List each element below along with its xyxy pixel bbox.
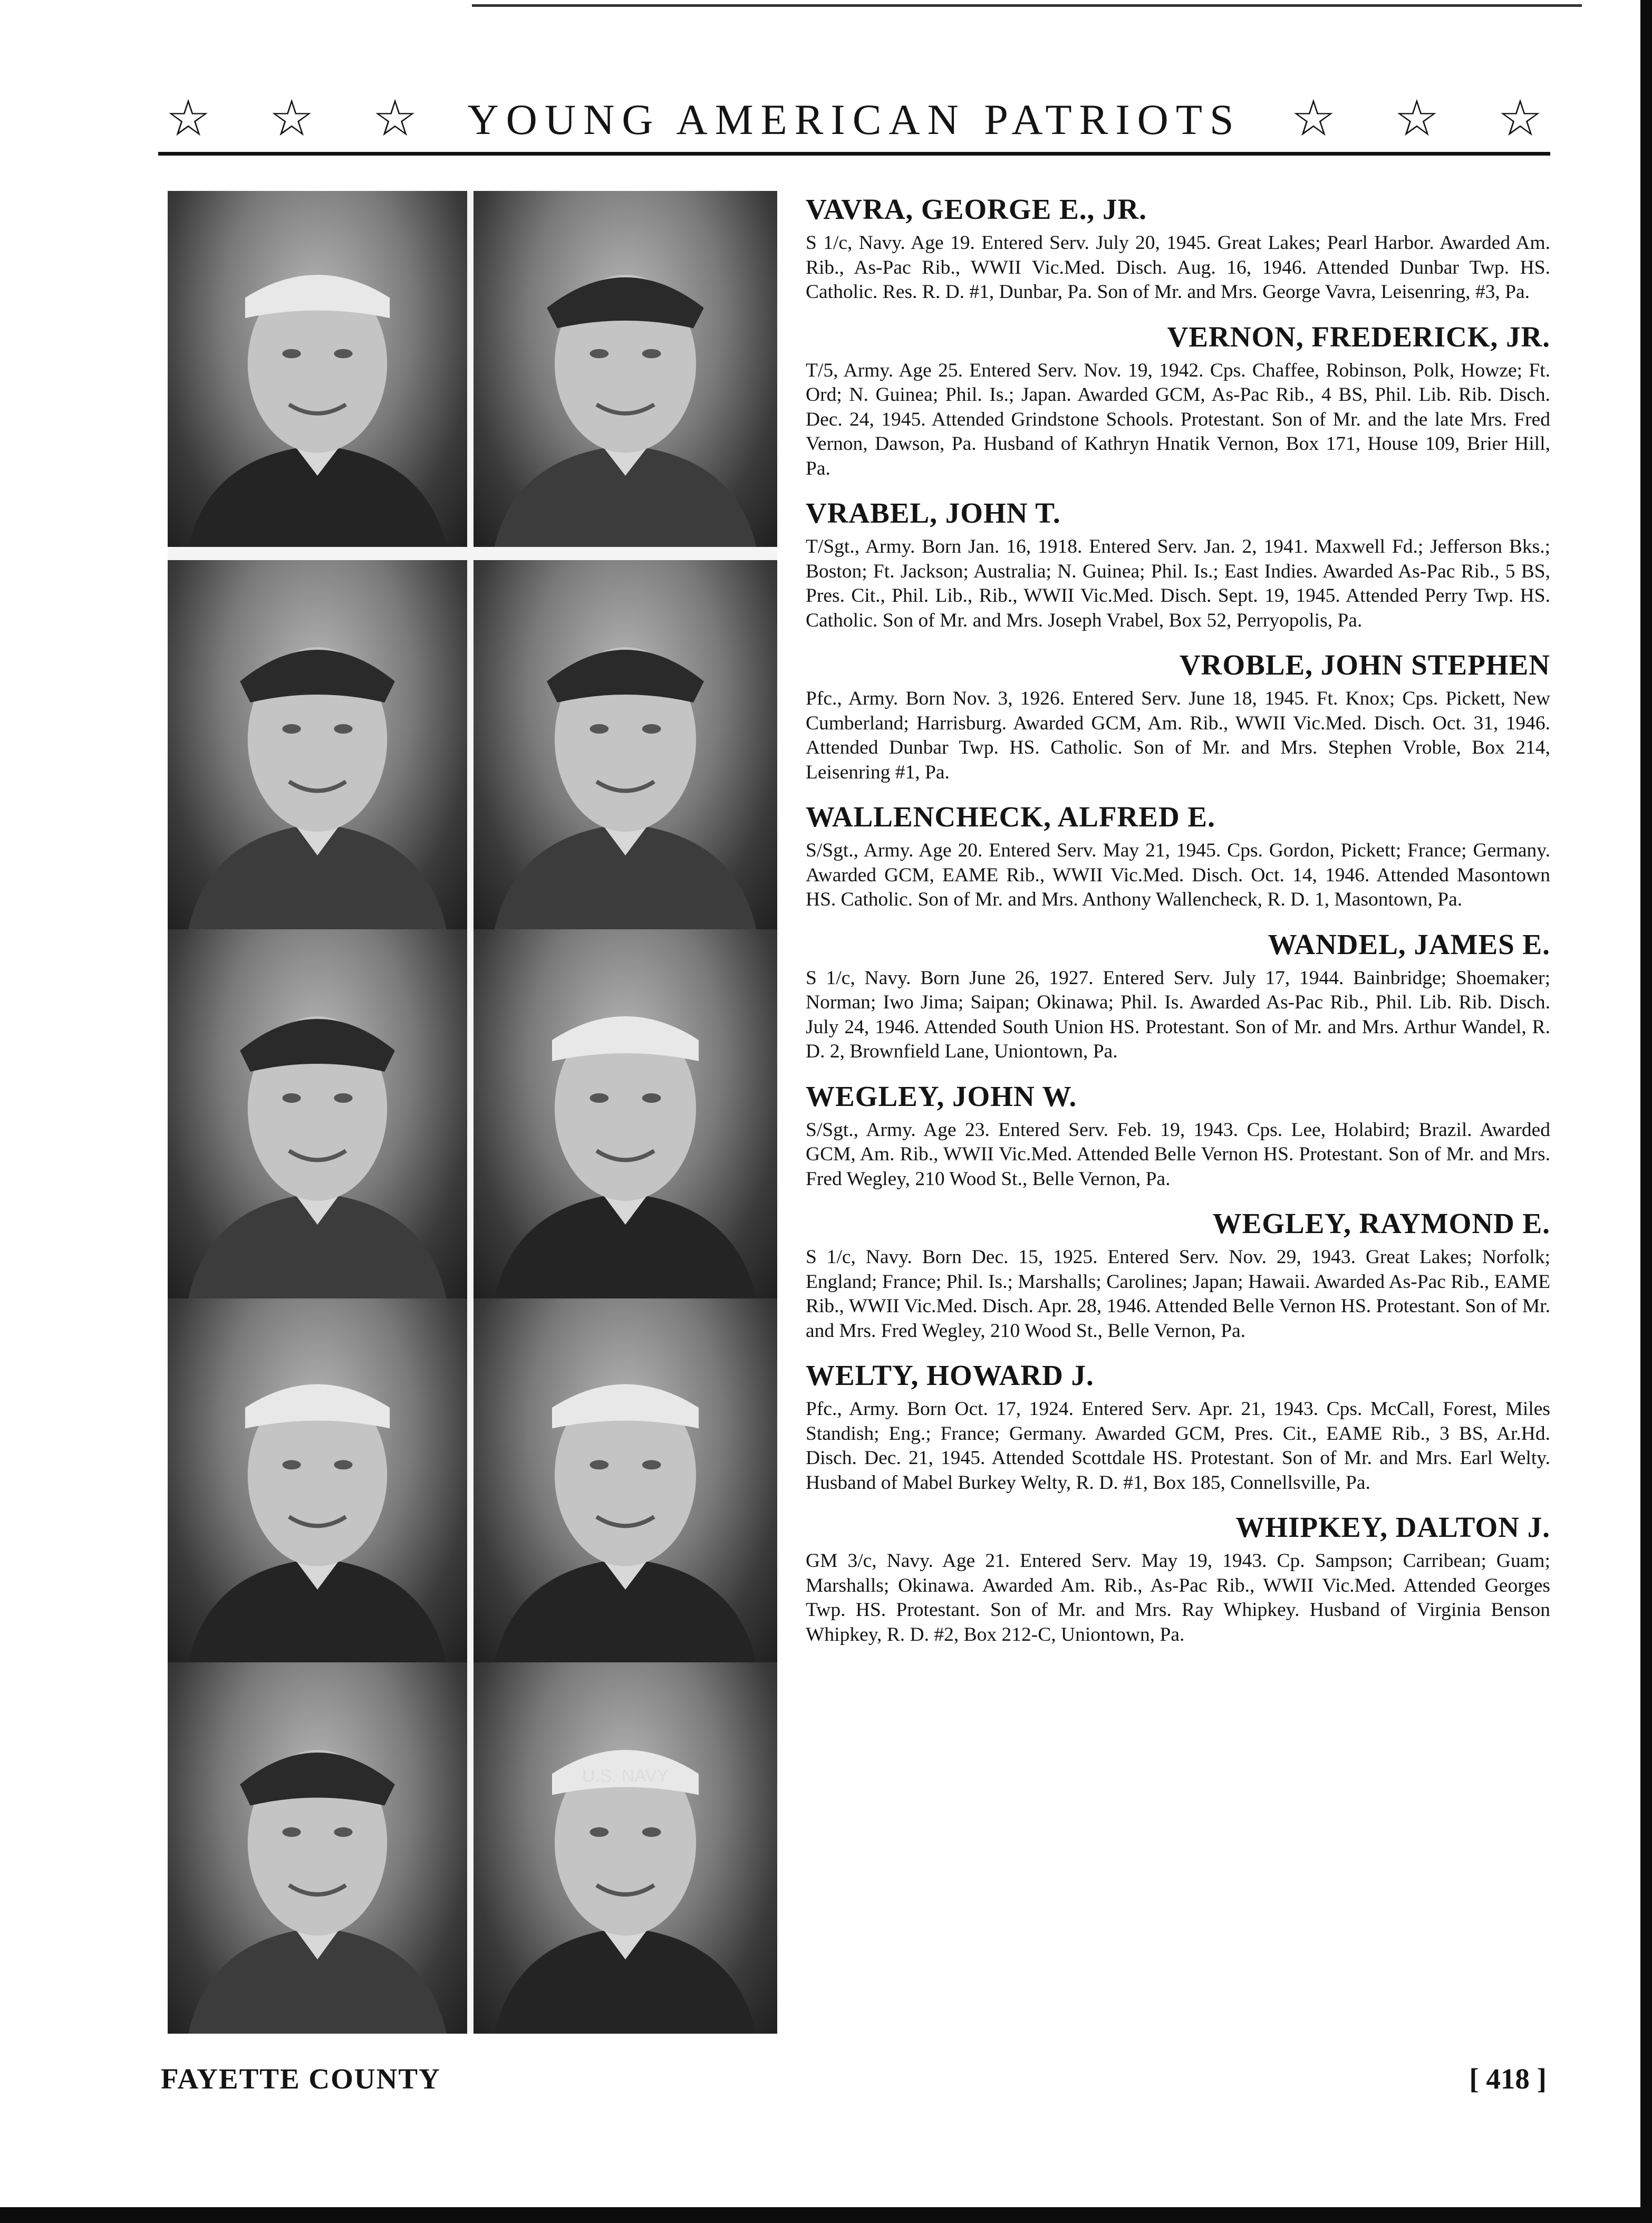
- entry: [806, 926, 1550, 1064]
- entry-name: WEGLEY, JOHN W.: [806, 1080, 1077, 1112]
- entry-name: VRABEL, JOHN T.: [806, 497, 1061, 529]
- soldier-portrait-icon: [474, 191, 777, 547]
- soldier-portrait-icon: [168, 929, 467, 1298]
- top-edge-rule: [472, 0, 1582, 7]
- portrait-photo: [168, 929, 467, 1298]
- sailor-portrait-icon: [168, 191, 467, 547]
- soldier-portrait-icon: [168, 560, 467, 929]
- entry-name: VROBLE, JOHN STEPHEN: [1179, 649, 1550, 681]
- entry: [806, 1357, 1550, 1495]
- entry: [806, 1205, 1550, 1343]
- sailor-portrait-icon: [474, 1662, 777, 2034]
- entry: [806, 319, 1550, 482]
- portrait-photo: [168, 560, 467, 929]
- portrait-photo: [474, 1662, 777, 2034]
- entry-bio: S/Sgt., Army. Age 23. Entered Serv. Feb. 19, 1943. Cps. Lee, Holabird; Brazil. Awarded GCM, Am. Rib., WWII Vic.Med. Attended Belle Vernon HS. Protestant. Son of Mr. and Mrs. Fred Wegley, 210 Wood St., Belle Vernon, Pa.: [806, 1119, 1550, 1190]
- footer-county: FAYETTE COUNTY: [161, 2063, 441, 2095]
- portrait-photo: [474, 560, 777, 929]
- entry: [806, 647, 1550, 785]
- entry-bio: S 1/c, Navy. Age 19. Entered Serv. July 20, 1945. Great Lakes; Pearl Harbor. Awarded Am. Rib., As-Pac Rib., WWII Vic.Med. Disch. Aug. 16, 1946. Attended Dunbar Twp. HS. Catholic. Res. R. D. #1, Dunbar, Pa. Son of Mr. and Mrs. George Vavra, Leisenring, #3, Pa.: [806, 232, 1550, 303]
- entry-name: WHIPKEY, DALTON J.: [1235, 1511, 1550, 1543]
- entry-bio: S 1/c, Navy. Born June 26, 1927. Entered Serv. July 17, 1944. Bainbridge; Shoemaker; Norman; Iwo Jima; Saipan; Okinawa; Phil. Is. Awarded As-Pac Rib., Phil. Lib. Rib. Disch. July 24, 1946. Attended South Union HS. Protestant. Son of Mr. and Mrs. Arthur Wandel, R. D. 2, Brownfield Lane, Uniontown, Pa.: [806, 967, 1550, 1062]
- portrait-photo: [168, 1662, 467, 2034]
- entries-column: [806, 191, 1550, 1661]
- entry: [806, 1078, 1550, 1192]
- entry-bio: T/Sgt., Army. Born Jan. 16, 1918. Entered Serv. Jan. 2, 1941. Maxwell Fd.; Jefferson Bks.; Boston; Ft. Jackson; Australia; N. Guinea; Phil. Is.; East Indies. Awarded As-Pac Rib., 5 BS, Pres. Cit., Phil. Lib., Rib., WWII Vic.Med. Disch. Sept. 19, 1945. Attended Perry Twp. HS. Catholic. Son of Mr. and Mrs. Joseph Vrabel, Box 52, Perryopolis, Pa.: [806, 536, 1550, 631]
- entry-bio: Pfc., Army. Born Nov. 3, 1926. Entered Serv. June 18, 1945. Ft. Knox; Cps. Pickett, New Cumberland; Harrisburg. Awarded GCM, Am. Rib., WWII Vic.Med. Disch. Oct. 31, 1946. Attended Dunbar Twp. HS. Catholic. Son of Mr. and Mrs. Stephen Vroble, Box 214, Leisenring #1, Pa.: [806, 688, 1550, 783]
- page-title: YOUNG AMERICAN PATRIOTS: [467, 95, 1241, 143]
- entry-name: WALLENCHECK, ALFRED E.: [806, 801, 1215, 833]
- header-rule: [158, 152, 1550, 156]
- soldier-portrait-icon: [168, 1662, 467, 2034]
- entry-name: VERNON, FREDERICK, JR.: [1167, 320, 1550, 353]
- entry-name: WELTY, HOWARD J.: [806, 1359, 1094, 1391]
- portrait-photo: [474, 1298, 777, 1662]
- entry-bio: S 1/c, Navy. Born Dec. 15, 1925. Entered Serv. Nov. 29, 1943. Great Lakes; Norfolk; England; France; Phil. Is.; Marshalls; Carolines; Japan; Hawaii. Awarded As-Pac Rib., EAME Rib., WWII Vic.Med. Disch. Apr. 28, 1946. Attended Belle Vernon HS. Protestant. Son of Mr. and Mrs. Fred Wegley, 210 Wood St., Belle Vernon, Pa.: [806, 1246, 1550, 1342]
- entry: [806, 495, 1550, 633]
- stars-right-icon: ☆☆☆: [1290, 90, 1601, 147]
- svg-text:U.S. NAVY: U.S. NAVY: [582, 1766, 669, 1786]
- sailor-portrait-icon: [474, 1298, 777, 1662]
- scan-edge-bottom: [0, 2207, 1652, 2223]
- entry-name: WANDEL, JAMES E.: [1268, 928, 1550, 960]
- entry-bio: S/Sgt., Army. Age 20. Entered Serv. May 21, 1945. Cps. Gordon, Pickett; France; Germany. Awarded GCM, EAME Rib., WWII Vic.Med. Disch. Oct. 14, 1946. Attended Masontown HS. Catholic. Son of Mr. and Mrs. Anthony Wallencheck, R. D. 1, Masontown, Pa.: [806, 840, 1550, 910]
- entry: [806, 191, 1550, 305]
- portrait-photo: [474, 191, 777, 547]
- portrait-photo: [168, 1298, 467, 1662]
- portrait-photo: [474, 929, 777, 1298]
- page-number: [ 418 ]: [1469, 2063, 1547, 2095]
- entry-bio: T/5, Army. Age 25. Entered Serv. Nov. 19, 1942. Cps. Chaffee, Robinson, Polk, Howze; Ft. Ord; N. Guinea; Phil. Is.; Japan. Awarded GCM, As-Pac Rib., 4 BS, Phil. Lib. Rib. Disch. Dec. 24, 1945. Attended Grindstone Schools. Protestant. Son of Mr. and the late Mrs. Fred Vernon, Dawson, Pa. Husband of Kathryn Hnatik Vernon, Box 171, House 109, Brier Hill, Pa.: [806, 359, 1550, 479]
- entry-bio: Pfc., Army. Born Oct. 17, 1924. Entered Serv. Apr. 21, 1943. Cps. McCall, Forest, Miles Standish; Eng.; France; Germany. Awarded GCM, Pres. Cit., EAME Rib., 3 BS, Ar.Hd. Disch. Dec. 21, 1945. Attended Scottdale HS. Protestant. Son of Mr. and Mrs. Earl Welty. Husband of Mabel Burkey Welty, R. D. #1, Box 185, Connellsville, Pa.: [806, 1398, 1550, 1494]
- entry-bio: GM 3/c, Navy. Age 21. Entered Serv. May 19, 1943. Cp. Sampson; Carribean; Guam; Marshalls; Okinawa. Awarded Am. Rib., As-Pac Rib., WWII Vic.Med. Attended Georges Twp. HS. Protestant. Son of Mr. and Mrs. Ray Whipkey. Husband of Virginia Benson Whipkey, R. D. #2, Box 212-C, Uniontown, Pa.: [806, 1550, 1550, 1645]
- entry: [806, 1509, 1550, 1647]
- entry-name: WEGLEY, RAYMOND E.: [1212, 1207, 1550, 1239]
- entry-name: VAVRA, GEORGE E., JR.: [806, 193, 1147, 225]
- photo-grid: [168, 191, 777, 2034]
- portrait-photo: [168, 191, 467, 547]
- sailor-portrait-icon: [474, 929, 777, 1298]
- page-header: [158, 90, 1601, 148]
- stars-left-icon: ☆☆☆: [166, 90, 476, 147]
- scan-edge-right: [1640, 0, 1652, 2223]
- sailor-portrait-icon: [168, 1298, 467, 1662]
- entry: [806, 798, 1550, 912]
- soldier-portrait-icon: [474, 560, 777, 929]
